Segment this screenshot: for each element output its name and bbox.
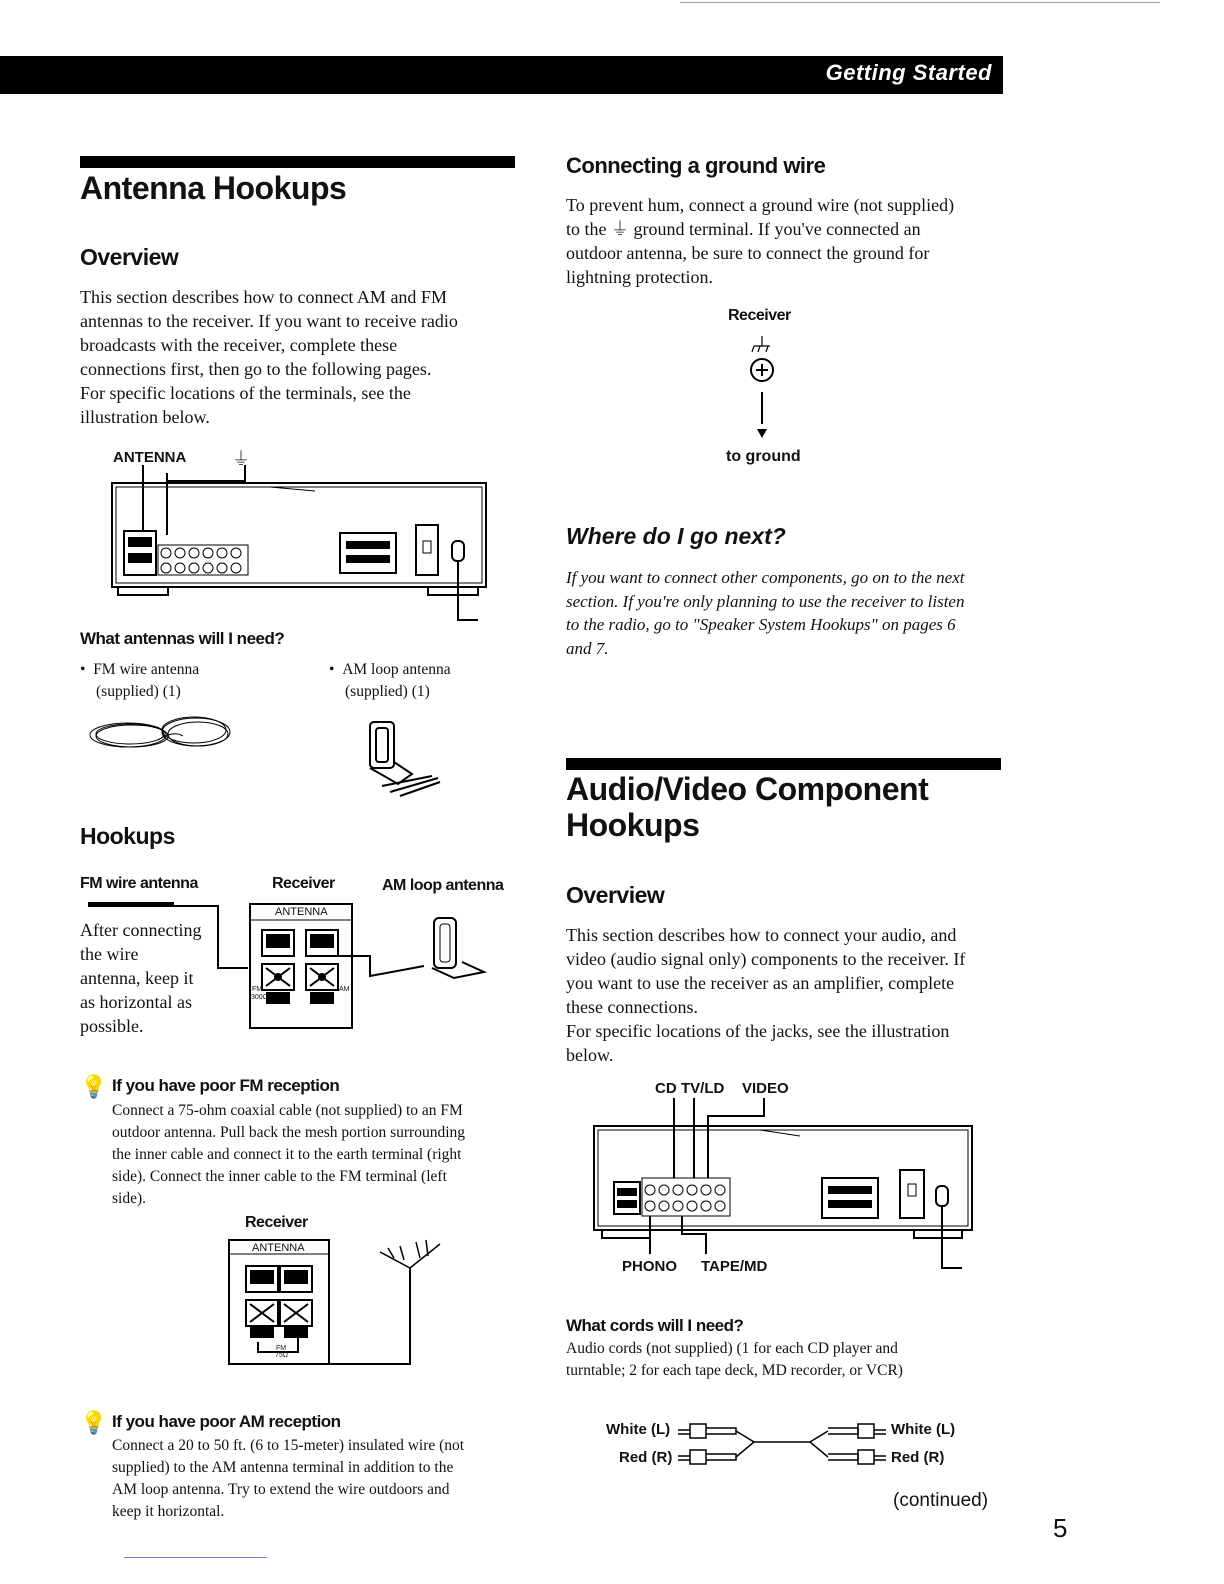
top-rule	[680, 2, 1160, 3]
overview-heading: Overview	[80, 244, 179, 270]
av-title-line: Hookups	[566, 807, 700, 843]
audio-cord-illustration	[676, 1418, 890, 1468]
av-line: For specific locations of the jacks, see the illustration	[566, 1021, 950, 1041]
cords-line: turntable; 2 for each tape deck, MD recorder, or VCR)	[566, 1362, 903, 1379]
overview-line: This section describes how to connect AM and FM	[80, 287, 447, 307]
fm-wire-antenna-illustration	[88, 710, 238, 765]
ground-line: outdoor antenna, be sure to connect the ground for	[566, 243, 930, 263]
next-text	[566, 566, 1006, 660]
red-right-label: Red (R)	[891, 1449, 945, 1466]
fm-wire-item	[80, 659, 199, 703]
section-title: Getting Started	[825, 60, 992, 85]
av-line: these connections.	[566, 997, 698, 1017]
hookup-panel-label: ANTENNA	[275, 906, 328, 918]
tip-fm-line: the inner cable and connect it to the earth terminal (right	[112, 1146, 462, 1163]
hookup-am-label: AM	[339, 986, 350, 993]
av-title-rule	[566, 758, 1001, 770]
tvld-label: TV/LD	[681, 1080, 725, 1097]
ground-symbol: ⏚	[232, 449, 250, 469]
ground-receiver-label: Receiver	[728, 307, 791, 324]
next-line: section. If you're only planning to use the receiver to listen	[566, 591, 965, 611]
next-line: and 7.	[566, 638, 609, 658]
tapemd-label: TAPE/MD	[701, 1258, 768, 1275]
note-line: as horizontal as	[80, 992, 192, 1012]
overview-line: connections first, then go to the following pages.	[80, 359, 432, 379]
hookups-heading: Hookups	[80, 823, 175, 849]
tip-am-line: supplied) to the AM antenna terminal in addition to the	[112, 1459, 454, 1476]
tip-fm-line: side). Connect the inner cable to the FM terminal (left	[112, 1168, 447, 1185]
cd-label: CD	[655, 1080, 677, 1097]
am-loop-antenna-illustration	[360, 718, 450, 818]
next-line: If you want to connect other components, go on to the next	[566, 568, 965, 587]
overview-text	[80, 285, 520, 429]
av-line: video (audio signal only) components to the receiver. If	[566, 949, 966, 969]
av-overview-text	[566, 923, 1006, 1067]
note-line: the wire	[80, 944, 139, 964]
av-title	[566, 771, 928, 843]
tip-fm-receiver-label: Receiver	[245, 1214, 308, 1231]
tip-fm-heading: If you have poor FM reception	[112, 1076, 340, 1095]
cords-line: Audio cords (not supplied) (1 for each CD player and	[566, 1340, 898, 1357]
tip-am-line: keep it horizontal.	[112, 1503, 225, 1520]
bottom-blue-rule	[124, 1557, 267, 1558]
av-title-line: Audio/Video Component	[566, 771, 929, 807]
hookup-fm-label: FM	[252, 986, 263, 993]
lightbulb-icon: 💡	[80, 1410, 108, 1435]
lightbulb-icon: 💡	[80, 1074, 108, 1099]
fm-item-qty: (supplied) (1)	[96, 683, 181, 700]
tip-am-line: Connect a 20 to 50 ft. (6 to 15-meter) insulated wire (not	[112, 1437, 465, 1454]
av-line: you want to use the receiver as an amplifier, complete	[566, 973, 955, 993]
page-title: Antenna Hookups	[80, 170, 347, 206]
hookup-ohm-label: 300Ω	[251, 994, 268, 1001]
cords-heading: What cords will I need?	[566, 1316, 744, 1335]
note-line: After connecting	[80, 920, 202, 940]
next-heading: Where do I go next?	[566, 523, 786, 549]
overview-line: antennas to the receiver. If you want to receive radio	[80, 311, 458, 331]
white-right-label: White (L)	[891, 1421, 956, 1438]
red-left-label: Red (R)	[619, 1449, 673, 1466]
receiver-label: Receiver	[272, 875, 335, 892]
am-loop-label: AM loop antenna	[382, 877, 504, 894]
coax-ohm-label: 75Ω	[275, 1352, 289, 1359]
overview-line: broadcasts with the receiver, complete these	[80, 335, 398, 355]
tip-fm-text	[112, 1100, 522, 1210]
tip-fm-line: side).	[112, 1190, 147, 1207]
ground-text	[566, 193, 1006, 289]
fm-wire-label: FM wire antenna	[80, 875, 198, 892]
ground-line: to the ⏚ ground terminal. If you've connected an	[566, 219, 921, 239]
note-line: possible.	[80, 1016, 144, 1036]
title-rule	[80, 156, 515, 168]
note-line: antenna, keep it	[80, 968, 194, 988]
tip-fm-line: Connect a 75-ohm coaxial cable (not supplied) to an FM	[112, 1102, 463, 1119]
tip-am-heading: If you have poor AM reception	[112, 1412, 341, 1431]
am-item-name: AM loop antenna	[342, 661, 451, 678]
am-loop-item	[329, 659, 451, 703]
overview-line: illustration below.	[80, 407, 210, 427]
tip-fm-line: outdoor antenna. Pull back the mesh portion surrounding	[112, 1124, 465, 1141]
coax-fm-label: FM	[276, 1345, 287, 1352]
video-label: VIDEO	[742, 1080, 789, 1097]
overview-line: For specific locations of the terminals, see the	[80, 383, 411, 403]
coax-panel-label: ANTENNA	[252, 1242, 305, 1254]
to-ground-label: to ground	[726, 448, 801, 465]
cords-text	[566, 1338, 1006, 1382]
ground-line: To prevent hum, connect a ground wire (not supplied)	[566, 195, 955, 215]
continued-label: (continued)	[893, 1490, 989, 1511]
av-overview-heading: Overview	[566, 882, 665, 908]
ground-terminal-illustration	[740, 334, 780, 444]
fm-item-name: FM wire antenna	[93, 661, 200, 678]
bullet: •	[80, 661, 94, 678]
bullet: •	[329, 661, 343, 678]
phono-label: PHONO	[622, 1258, 678, 1275]
av-rear-panel-illustration	[590, 1098, 980, 1273]
what-antennas-heading: What antennas will I need?	[80, 629, 285, 648]
antenna-label: ANTENNA	[113, 449, 187, 466]
page-number: 5	[1053, 1513, 1068, 1543]
coaxial-hookup-diagram	[228, 1238, 458, 1368]
next-line: to the radio, go to "Speaker System Hookups" on pages 6	[566, 615, 956, 634]
av-line: below.	[566, 1045, 614, 1065]
av-line: This section describes how to connect your audio, and	[566, 925, 957, 945]
ground-line: lightning protection.	[566, 267, 713, 287]
tip-am-line: AM loop antenna. Try to extend the wire outdoors and	[112, 1481, 450, 1498]
receiver-rear-panel-illustration	[100, 465, 500, 635]
tip-am-text	[112, 1435, 522, 1523]
ground-heading: Connecting a ground wire	[566, 153, 826, 178]
white-left-label: White (L)	[606, 1421, 671, 1438]
am-item-qty: (supplied) (1)	[345, 683, 430, 700]
